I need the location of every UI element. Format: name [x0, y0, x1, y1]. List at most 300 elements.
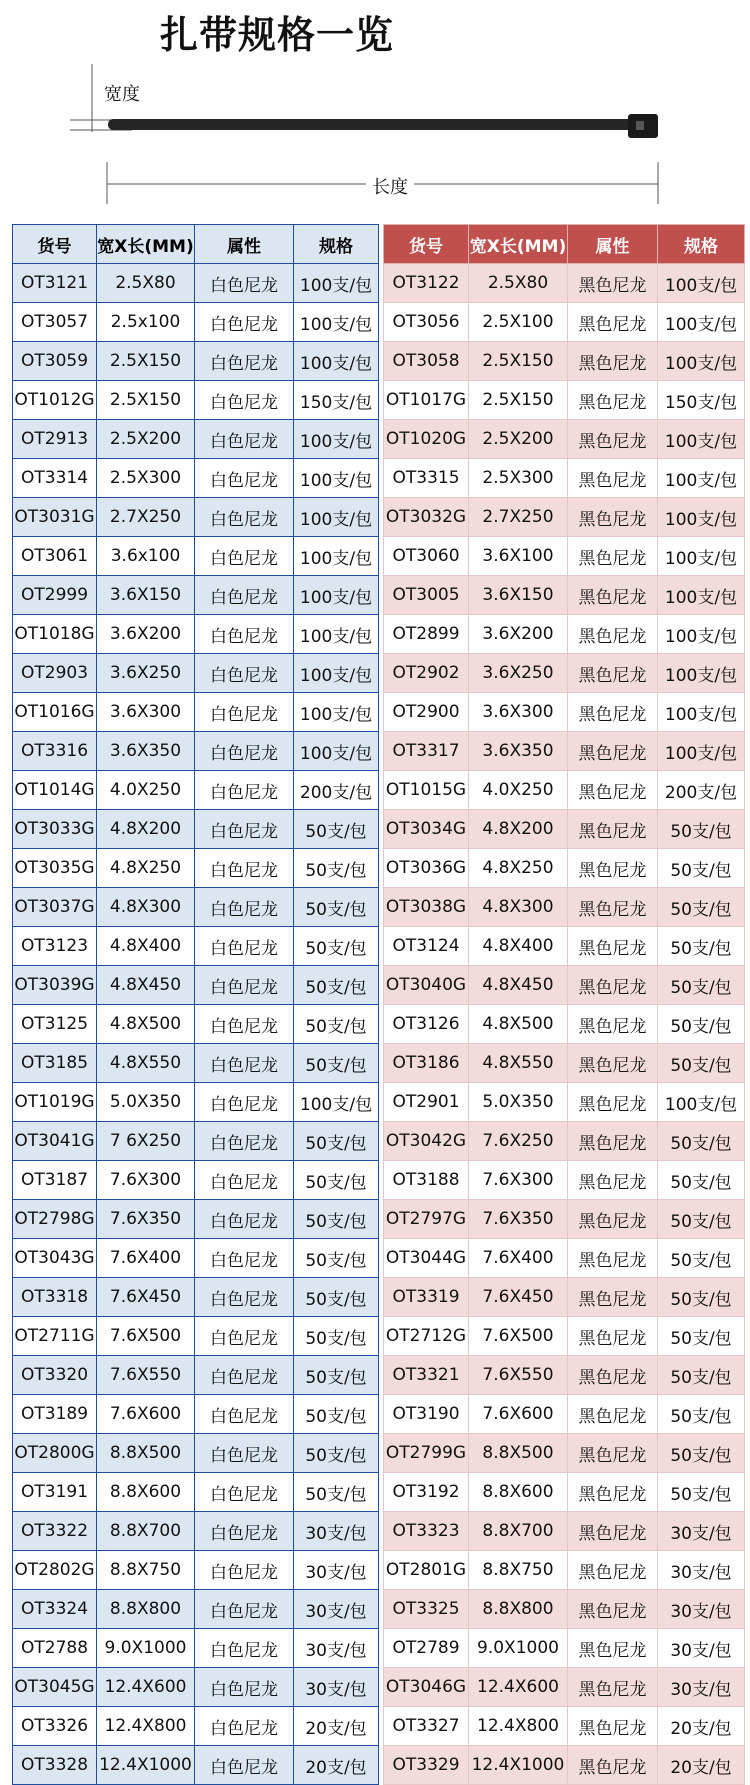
- size-cell: 4.8X400: [469, 927, 568, 966]
- length-label: 长度: [366, 173, 414, 199]
- material-cell: 白色尼龙: [195, 1044, 294, 1083]
- table-row: [384, 1512, 745, 1551]
- table-row: [13, 888, 379, 927]
- table-row: [13, 264, 379, 303]
- pack-cell: 50支/包: [658, 1122, 745, 1161]
- page-title: 扎带规格一览: [160, 13, 395, 57]
- pack-cell: 100支/包: [658, 1083, 745, 1122]
- size-cell: 4.8X400: [97, 927, 195, 966]
- item-code-cell: OT3190: [384, 1395, 469, 1434]
- material-cell: 白色尼龙: [195, 1356, 294, 1395]
- material-cell: 白色尼龙: [195, 888, 294, 927]
- item-code-cell: OT3123: [13, 927, 97, 966]
- item-code-cell: OT1012G: [13, 381, 97, 420]
- item-code-cell: OT3327: [384, 1707, 469, 1746]
- size-cell: 8.8X500: [469, 1434, 568, 1473]
- pack-cell: 100支/包: [294, 537, 379, 576]
- size-cell: 8.8X600: [97, 1473, 195, 1512]
- table-row: [384, 1590, 745, 1629]
- material-cell: 黑色尼龙: [568, 615, 658, 654]
- item-code-cell: OT2901: [384, 1083, 469, 1122]
- header-pack: 规格: [294, 225, 379, 264]
- pack-cell: 30支/包: [658, 1551, 745, 1590]
- header-size: 宽X长(MM): [469, 225, 568, 264]
- pack-cell: 100支/包: [658, 342, 745, 381]
- material-cell: 白色尼龙: [195, 576, 294, 615]
- material-cell: 白色尼龙: [195, 1473, 294, 1512]
- width-label: 宽度: [104, 84, 140, 105]
- item-code-cell: OT2800G: [13, 1434, 97, 1473]
- pack-cell: 30支/包: [294, 1590, 379, 1629]
- table-row: [13, 342, 379, 381]
- material-cell: 白色尼龙: [195, 927, 294, 966]
- pack-cell: 100支/包: [294, 576, 379, 615]
- table-row: [13, 1551, 379, 1590]
- material-cell: 白色尼龙: [195, 1122, 294, 1161]
- material-cell: 黑色尼龙: [568, 1005, 658, 1044]
- table-row: [13, 1434, 379, 1473]
- item-code-cell: OT3324: [13, 1590, 97, 1629]
- pack-cell: 50支/包: [294, 888, 379, 927]
- table-row: [384, 1395, 745, 1434]
- item-code-cell: OT3036G: [384, 849, 469, 888]
- item-code-cell: OT1015G: [384, 771, 469, 810]
- table-row: [384, 1473, 745, 1512]
- header-material: 属性: [568, 225, 658, 264]
- size-cell: 4.8X250: [97, 849, 195, 888]
- material-cell: 白色尼龙: [195, 264, 294, 303]
- table-row: [13, 1707, 379, 1746]
- pack-cell: 100支/包: [658, 615, 745, 654]
- table-row: [384, 1629, 745, 1668]
- item-code-cell: OT3121: [13, 264, 97, 303]
- material-cell: 黑色尼龙: [568, 1512, 658, 1551]
- cable-tie-strap: [108, 119, 636, 130]
- table-row: [13, 1239, 379, 1278]
- size-cell: 7.6X300: [469, 1161, 568, 1200]
- table-row: [13, 1356, 379, 1395]
- material-cell: 黑色尼龙: [568, 654, 658, 693]
- table-row: [13, 1122, 379, 1161]
- item-code-cell: OT3031G: [13, 498, 97, 537]
- item-code-cell: OT3005: [384, 576, 469, 615]
- pack-cell: 50支/包: [294, 1161, 379, 1200]
- item-code-cell: OT3319: [384, 1278, 469, 1317]
- item-code-cell: OT1016G: [13, 693, 97, 732]
- table-row: [13, 1083, 379, 1122]
- table-row: [13, 810, 379, 849]
- header-pack: 规格: [658, 225, 745, 264]
- pack-cell: 50支/包: [658, 1161, 745, 1200]
- size-cell: 2.5X300: [97, 459, 195, 498]
- table-row: [13, 1161, 379, 1200]
- pack-cell: 50支/包: [294, 1473, 379, 1512]
- table-row: [384, 1005, 745, 1044]
- size-cell: 2.5x100: [97, 303, 195, 342]
- material-cell: 白色尼龙: [195, 1551, 294, 1590]
- size-cell: 2.5X100: [469, 303, 568, 342]
- pack-cell: 100支/包: [658, 732, 745, 771]
- size-cell: 2.5X80: [469, 264, 568, 303]
- item-code-cell: OT3329: [384, 1746, 469, 1785]
- item-code-cell: OT3035G: [13, 849, 97, 888]
- header-size: 宽X长(MM): [97, 225, 195, 264]
- pack-cell: 30支/包: [658, 1512, 745, 1551]
- material-cell: 白色尼龙: [195, 654, 294, 693]
- material-cell: 黑色尼龙: [568, 1434, 658, 1473]
- material-cell: 白色尼龙: [195, 459, 294, 498]
- item-code-cell: OT3056: [384, 303, 469, 342]
- material-cell: 白色尼龙: [195, 1746, 294, 1785]
- item-code-cell: OT3045G: [13, 1668, 97, 1707]
- material-cell: 白色尼龙: [195, 1434, 294, 1473]
- pack-cell: 30支/包: [294, 1629, 379, 1668]
- material-cell: 白色尼龙: [195, 1707, 294, 1746]
- size-cell: 4.0X250: [97, 771, 195, 810]
- pack-cell: 20支/包: [658, 1707, 745, 1746]
- pack-cell: 50支/包: [294, 1395, 379, 1434]
- table-row: [13, 1005, 379, 1044]
- item-code-cell: OT3326: [13, 1707, 97, 1746]
- item-code-cell: OT1017G: [384, 381, 469, 420]
- item-code-cell: OT1014G: [13, 771, 97, 810]
- table-row: [13, 1278, 379, 1317]
- table-row: [384, 1161, 745, 1200]
- item-code-cell: OT3126: [384, 1005, 469, 1044]
- pack-cell: 50支/包: [294, 1200, 379, 1239]
- table-row: [13, 420, 379, 459]
- pack-cell: 100支/包: [294, 303, 379, 342]
- size-cell: 8.8X700: [469, 1512, 568, 1551]
- item-code-cell: OT3041G: [13, 1122, 97, 1161]
- table-row: [384, 1044, 745, 1083]
- material-cell: 白色尼龙: [195, 498, 294, 537]
- pack-cell: 20支/包: [294, 1746, 379, 1785]
- material-cell: 黑色尼龙: [568, 849, 658, 888]
- size-cell: 3.6X250: [469, 654, 568, 693]
- pack-cell: 150支/包: [658, 381, 745, 420]
- table-row: [13, 1473, 379, 1512]
- material-cell: 黑色尼龙: [568, 771, 658, 810]
- black-nylon-table: [383, 224, 745, 1785]
- item-code-cell: OT3060: [384, 537, 469, 576]
- material-cell: 黑色尼龙: [568, 576, 658, 615]
- item-code-cell: OT3124: [384, 927, 469, 966]
- size-cell: 4.0X250: [469, 771, 568, 810]
- item-code-cell: OT2903: [13, 654, 97, 693]
- header-material: 属性: [195, 225, 294, 264]
- material-cell: 白色尼龙: [195, 966, 294, 1005]
- item-code-cell: OT3043G: [13, 1239, 97, 1278]
- size-cell: 7.6X400: [469, 1239, 568, 1278]
- material-cell: 白色尼龙: [195, 810, 294, 849]
- pack-cell: 100支/包: [658, 537, 745, 576]
- pack-cell: 30支/包: [658, 1629, 745, 1668]
- item-code-cell: OT3191: [13, 1473, 97, 1512]
- header-item-code: 货号: [384, 225, 469, 264]
- size-cell: 4.8X550: [97, 1044, 195, 1083]
- material-cell: 白色尼龙: [195, 420, 294, 459]
- table-row: [13, 654, 379, 693]
- material-cell: 黑色尼龙: [568, 1161, 658, 1200]
- size-cell: 5.0X350: [469, 1083, 568, 1122]
- size-cell: 8.8X750: [469, 1551, 568, 1590]
- material-cell: 白色尼龙: [195, 1161, 294, 1200]
- pack-cell: 100支/包: [294, 342, 379, 381]
- pack-cell: 100支/包: [294, 264, 379, 303]
- item-code-cell: OT3318: [13, 1278, 97, 1317]
- item-code-cell: OT2999: [13, 576, 97, 615]
- size-cell: 4.8X450: [97, 966, 195, 1005]
- pack-cell: 50支/包: [294, 810, 379, 849]
- size-cell: 7.6X300: [97, 1161, 195, 1200]
- size-cell: 7 6X250: [97, 1122, 195, 1161]
- table-row: [384, 771, 745, 810]
- item-code-cell: OT3320: [13, 1356, 97, 1395]
- size-cell: 12.4X1000: [469, 1746, 568, 1785]
- material-cell: 白色尼龙: [195, 1629, 294, 1668]
- item-code-cell: OT2899: [384, 615, 469, 654]
- size-cell: 3.6X350: [469, 732, 568, 771]
- material-cell: 黑色尼龙: [568, 1551, 658, 1590]
- size-cell: 3.6X300: [97, 693, 195, 732]
- table-row: [13, 615, 379, 654]
- material-cell: 白色尼龙: [195, 1395, 294, 1434]
- size-cell: 8.8X700: [97, 1512, 195, 1551]
- material-cell: 黑色尼龙: [568, 1395, 658, 1434]
- pack-cell: 30支/包: [294, 1551, 379, 1590]
- table-row: [13, 966, 379, 1005]
- table-row: [384, 1356, 745, 1395]
- material-cell: 白色尼龙: [195, 1239, 294, 1278]
- material-cell: 黑色尼龙: [568, 1083, 658, 1122]
- item-code-cell: OT2900: [384, 693, 469, 732]
- item-code-cell: OT2913: [13, 420, 97, 459]
- item-code-cell: OT3058: [384, 342, 469, 381]
- size-cell: 7.6X500: [97, 1317, 195, 1356]
- table-row: [384, 693, 745, 732]
- material-cell: 白色尼龙: [195, 1512, 294, 1551]
- size-cell: 3.6X100: [469, 537, 568, 576]
- table-row: [13, 1200, 379, 1239]
- size-cell: 8.8X500: [97, 1434, 195, 1473]
- pack-cell: 50支/包: [658, 810, 745, 849]
- item-code-cell: OT2712G: [384, 1317, 469, 1356]
- material-cell: 白色尼龙: [195, 342, 294, 381]
- size-cell: 2.5X200: [469, 420, 568, 459]
- item-code-cell: OT2801G: [384, 1551, 469, 1590]
- size-cell: 2.5X200: [97, 420, 195, 459]
- table-row: [13, 576, 379, 615]
- size-cell: 9.0X1000: [469, 1629, 568, 1668]
- material-cell: 黑色尼龙: [568, 1746, 658, 1785]
- material-cell: 黑色尼龙: [568, 1668, 658, 1707]
- size-cell: 7.6X250: [469, 1122, 568, 1161]
- item-code-cell: OT3061: [13, 537, 97, 576]
- pack-cell: 50支/包: [294, 1044, 379, 1083]
- size-cell: 2.5X80: [97, 264, 195, 303]
- item-code-cell: OT2802G: [13, 1551, 97, 1590]
- material-cell: 黑色尼龙: [568, 1044, 658, 1083]
- pack-cell: 100支/包: [294, 1083, 379, 1122]
- item-code-cell: OT3125: [13, 1005, 97, 1044]
- pack-cell: 30支/包: [294, 1668, 379, 1707]
- table-row: [384, 1434, 745, 1473]
- pack-cell: 30支/包: [658, 1590, 745, 1629]
- size-cell: 5.0X350: [97, 1083, 195, 1122]
- size-cell: 2.5X150: [97, 381, 195, 420]
- header-item-code: 货号: [13, 225, 97, 264]
- item-code-cell: OT2788: [13, 1629, 97, 1668]
- material-cell: 白色尼龙: [195, 693, 294, 732]
- item-code-cell: OT3189: [13, 1395, 97, 1434]
- table-row: [13, 459, 379, 498]
- table-row: [384, 537, 745, 576]
- material-cell: 白色尼龙: [195, 537, 294, 576]
- material-cell: 黑色尼龙: [568, 459, 658, 498]
- size-cell: 3.6x100: [97, 537, 195, 576]
- item-code-cell: OT3042G: [384, 1122, 469, 1161]
- table-row: [13, 693, 379, 732]
- item-code-cell: OT3185: [13, 1044, 97, 1083]
- material-cell: 白色尼龙: [195, 1278, 294, 1317]
- table-row: [384, 615, 745, 654]
- size-cell: 2.5X150: [469, 342, 568, 381]
- size-cell: 8.8X750: [97, 1551, 195, 1590]
- table-row: [384, 888, 745, 927]
- size-cell: 4.8X200: [469, 810, 568, 849]
- material-cell: 黑色尼龙: [568, 888, 658, 927]
- item-code-cell: OT3044G: [384, 1239, 469, 1278]
- size-cell: 7.6X350: [97, 1200, 195, 1239]
- size-cell: 2.5X150: [469, 381, 568, 420]
- pack-cell: 100支/包: [658, 693, 745, 732]
- material-cell: 黑色尼龙: [568, 1200, 658, 1239]
- size-cell: 9.0X1000: [97, 1629, 195, 1668]
- material-cell: 黑色尼龙: [568, 732, 658, 771]
- pack-cell: 200支/包: [294, 771, 379, 810]
- item-code-cell: OT1018G: [13, 615, 97, 654]
- size-cell: 4.8X300: [469, 888, 568, 927]
- table-row: [384, 1707, 745, 1746]
- material-cell: 黑色尼龙: [568, 1317, 658, 1356]
- pack-cell: 100支/包: [294, 459, 379, 498]
- material-cell: 黑色尼龙: [568, 498, 658, 537]
- item-code-cell: OT3032G: [384, 498, 469, 537]
- white-nylon-table: [12, 224, 379, 1785]
- pack-cell: 50支/包: [294, 1239, 379, 1278]
- item-code-cell: OT3046G: [384, 1668, 469, 1707]
- item-code-cell: OT3322: [13, 1512, 97, 1551]
- size-cell: 8.8X600: [469, 1473, 568, 1512]
- material-cell: 黑色尼龙: [568, 420, 658, 459]
- item-code-cell: OT3328: [13, 1746, 97, 1785]
- table-row: [384, 1317, 745, 1356]
- pack-cell: 50支/包: [294, 1122, 379, 1161]
- material-cell: 黑色尼龙: [568, 303, 658, 342]
- table-row: [13, 1590, 379, 1629]
- pack-cell: 50支/包: [658, 1278, 745, 1317]
- table-row: [384, 1668, 745, 1707]
- size-cell: 12.4X600: [469, 1668, 568, 1707]
- size-cell: 7.6X350: [469, 1200, 568, 1239]
- pack-cell: 50支/包: [658, 1044, 745, 1083]
- size-cell: 7.6X600: [469, 1395, 568, 1434]
- table-row: [384, 459, 745, 498]
- table-row: [384, 381, 745, 420]
- item-code-cell: OT3187: [13, 1161, 97, 1200]
- pack-cell: 50支/包: [658, 927, 745, 966]
- item-code-cell: OT3057: [13, 303, 97, 342]
- pack-cell: 100支/包: [658, 654, 745, 693]
- material-cell: 黑色尼龙: [568, 1122, 658, 1161]
- size-cell: 3.6X150: [97, 576, 195, 615]
- size-cell: 4.8X500: [97, 1005, 195, 1044]
- size-cell: 7.6X550: [97, 1356, 195, 1395]
- item-code-cell: OT3039G: [13, 966, 97, 1005]
- item-code-cell: OT3315: [384, 459, 469, 498]
- material-cell: 白色尼龙: [195, 615, 294, 654]
- pack-cell: 20支/包: [294, 1707, 379, 1746]
- pack-cell: 100支/包: [658, 459, 745, 498]
- table-row: [384, 264, 745, 303]
- size-cell: 7.6X600: [97, 1395, 195, 1434]
- table-row: [384, 966, 745, 1005]
- pack-cell: 50支/包: [294, 1356, 379, 1395]
- pack-cell: 150支/包: [294, 381, 379, 420]
- size-cell: 3.6X350: [97, 732, 195, 771]
- pack-cell: 50支/包: [294, 927, 379, 966]
- item-code-cell: OT3323: [384, 1512, 469, 1551]
- table-row: [13, 381, 379, 420]
- size-cell: 12.4X800: [97, 1707, 195, 1746]
- size-cell: 12.4X600: [97, 1668, 195, 1707]
- size-cell: 3.6X200: [469, 615, 568, 654]
- material-cell: 黑色尼龙: [568, 1629, 658, 1668]
- pack-cell: 50支/包: [658, 1434, 745, 1473]
- table-row: [13, 1668, 379, 1707]
- item-code-cell: OT2797G: [384, 1200, 469, 1239]
- size-cell: 8.8X800: [469, 1590, 568, 1629]
- item-code-cell: OT3316: [13, 732, 97, 771]
- item-code-cell: OT2711G: [13, 1317, 97, 1356]
- table-row: [384, 1239, 745, 1278]
- pack-cell: 100支/包: [294, 732, 379, 771]
- pack-cell: 200支/包: [658, 771, 745, 810]
- material-cell: 白色尼龙: [195, 381, 294, 420]
- size-cell: 3.6X150: [469, 576, 568, 615]
- pack-cell: 100支/包: [658, 576, 745, 615]
- size-cell: 4.8X550: [469, 1044, 568, 1083]
- pack-cell: 50支/包: [658, 1005, 745, 1044]
- table-row: [384, 1278, 745, 1317]
- table-row: [13, 303, 379, 342]
- pack-cell: 50支/包: [658, 849, 745, 888]
- item-code-cell: OT1020G: [384, 420, 469, 459]
- item-code-cell: OT3321: [384, 1356, 469, 1395]
- table-row: [384, 303, 745, 342]
- material-cell: 黑色尼龙: [568, 693, 658, 732]
- table-row: [384, 420, 745, 459]
- item-code-cell: OT3192: [384, 1473, 469, 1512]
- pack-cell: 50支/包: [658, 1200, 745, 1239]
- material-cell: 白色尼龙: [195, 1083, 294, 1122]
- table-row: [384, 342, 745, 381]
- cable-tie-head-slot: [636, 121, 644, 130]
- size-cell: 4.8X300: [97, 888, 195, 927]
- table-row: [384, 654, 745, 693]
- pack-cell: 50支/包: [658, 1239, 745, 1278]
